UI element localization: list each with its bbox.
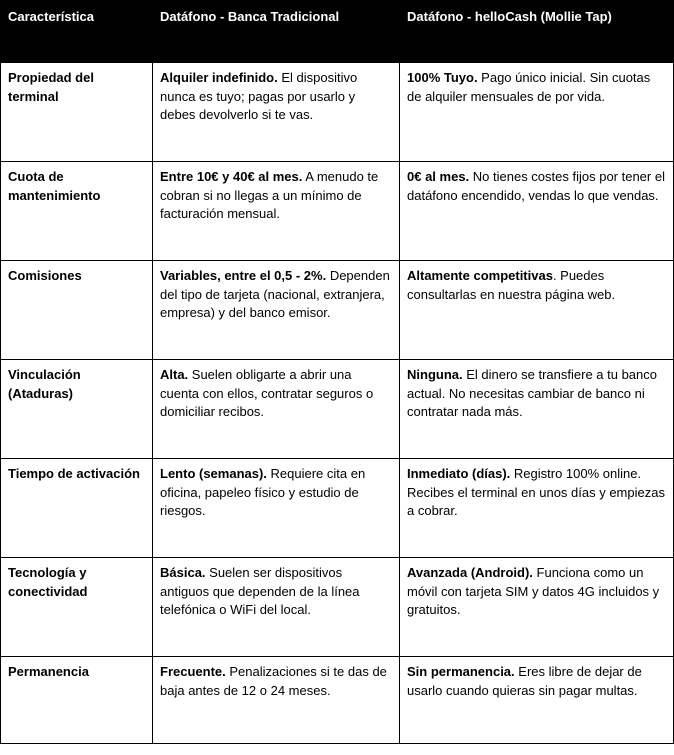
table-row-cuota [1,162,674,261]
header-hellocash: Datáfono - helloCash (Mollie Tap) [400,1,674,63]
table-row-permanencia [1,657,674,744]
traditional-cell [153,657,400,744]
traditional-highlight: Lento (semanas). [160,466,267,481]
hellocash-cell [400,261,674,360]
traditional-cell [153,459,400,558]
hellocash-highlight: Ninguna. [407,367,463,382]
feature-cell: Cuota de mantenimiento [1,162,153,261]
table-row-propiedad [1,63,674,162]
hellocash-highlight: Inmediato (días). [407,466,511,481]
traditional-highlight: Básica. [160,565,206,580]
hellocash-detail: El dinero se transfiere a tu banco actual. No necesitas cambiar de banco ni contratar nada más. [407,367,657,419]
traditional-cell [153,261,400,360]
table-row-vinculacion [1,360,674,459]
feature-cell: Comisiones [1,261,153,360]
feature-cell: Propiedad del terminal [1,63,153,162]
feature-cell: Tiempo de activación [1,459,153,558]
hellocash-detail: No tienes costes fijos por tener el datáfono encendido, vendas lo que vendas. [407,169,665,203]
traditional-detail: A menudo te cobran si no llegas a un mínimo de facturación mensual. [160,169,379,221]
traditional-detail: El dispositivo nunca es tuyo; pagas por usarlo y debes devolverlo si te vas. [160,70,358,122]
table-header [1,1,674,63]
hellocash-cell [400,360,674,459]
hellocash-highlight: Avanzada (Android). [407,565,533,580]
hellocash-detail: Registro 100% online. Recibes el terminal en unos días y empiezas a cobrar. [407,466,665,518]
traditional-highlight: Alta. [160,367,189,382]
traditional-detail: Suelen ser dispositivos antiguos que dependen de la línea telefónica o WiFi del local. [160,565,360,617]
hellocash-cell [400,162,674,261]
hellocash-cell [400,63,674,162]
feature-cell: Vinculación (Ataduras) [1,360,153,459]
table-row-comisiones [1,261,674,360]
hellocash-highlight: Altamente competitivas [407,268,553,283]
traditional-detail: Requiere cita en oficina, papeleo físico y estudio de riesgos. [160,466,366,518]
traditional-highlight: Alquiler indefinido. [160,70,278,85]
feature-cell: Permanencia [1,657,153,744]
hellocash-highlight: 100% Tuyo. [407,70,478,85]
hellocash-cell [400,558,674,657]
hellocash-highlight: 0€ al mes. [407,169,470,184]
traditional-cell [153,558,400,657]
header-feature: Característica [1,1,153,63]
hellocash-cell [400,657,674,744]
hellocash-cell [400,459,674,558]
header-row [1,1,674,63]
traditional-cell [153,63,400,162]
traditional-highlight: Entre 10€ y 40€ al mes. [160,169,303,184]
traditional-highlight: Frecuente. [160,664,226,679]
table-body [1,63,674,744]
hellocash-highlight: Sin permanencia. [407,664,515,679]
traditional-detail: Penalizaciones si te das de baja antes de 12 o 24 meses. [160,664,387,698]
table-row-tecnologia [1,558,674,657]
hellocash-detail: Funciona como un móvil con tarjeta SIM y datos 4G incluidos y gratuitos. [407,565,660,617]
hellocash-detail: . Puedes consultarlas en nuestra página web. [407,268,616,302]
traditional-highlight: Variables, entre el 0,5 - 2%. [160,268,327,283]
feature-cell: Tecnología y conectividad [1,558,153,657]
header-traditional: Datáfono - Banca Tradicional [153,1,400,63]
table-row-activacion [1,459,674,558]
hellocash-detail: Pago único inicial. Sin cuotas de alquiler mensuales de por vida. [407,70,651,104]
traditional-detail: Suelen obligarte a abrir una cuenta con ellos, contratar seguros o domiciliar recibos. [160,367,374,419]
hellocash-detail: Eres libre de dejar de usarlo cuando quieras sin pagar multas. [407,664,642,698]
traditional-cell [153,162,400,261]
traditional-cell [153,360,400,459]
traditional-detail: Dependen del tipo de tarjeta (nacional, extranjera, empresa) y del banco emisor. [160,268,390,320]
